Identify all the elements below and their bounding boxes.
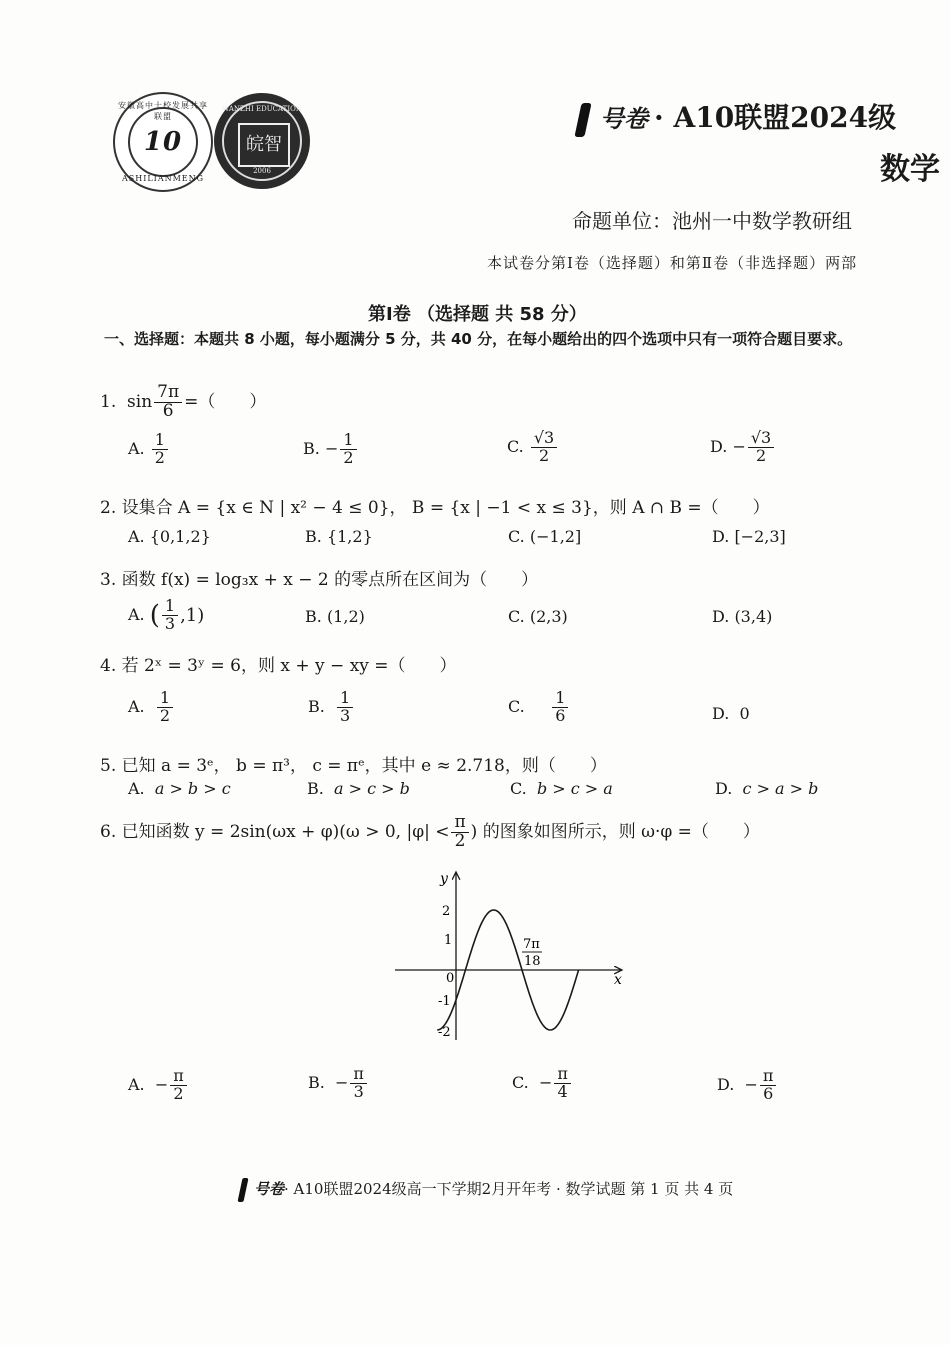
question-text: 若 2ˣ = 3ʸ = 6，则 x + y − xy =（ ） bbox=[121, 656, 457, 676]
option-label: C. bbox=[510, 779, 527, 798]
fraction-denominator: 2 bbox=[173, 1083, 184, 1103]
q2-option-a[interactable] bbox=[128, 527, 211, 546]
option-label: B. bbox=[308, 696, 325, 716]
logo1-bottom-text: ASHILIANMENG bbox=[121, 174, 205, 183]
fraction bbox=[451, 814, 468, 851]
q4-option-d[interactable] bbox=[712, 704, 750, 723]
question-text: 设集合 A = {x ∈ N | x² − 4 ≤ 0}， B = {x | −1 < x ≤ 3}，则 A ∩ B =（ ） bbox=[121, 498, 770, 518]
fraction-numerator: 1 bbox=[337, 690, 353, 708]
question-number: 1. bbox=[100, 391, 117, 412]
question-2 bbox=[100, 493, 770, 518]
option-label: C. bbox=[508, 696, 525, 716]
question-number: 5. bbox=[100, 756, 117, 776]
option-text: {0,1,2} bbox=[149, 527, 211, 546]
q3-option-d[interactable] bbox=[712, 607, 772, 626]
option-text: a > b > c bbox=[154, 779, 231, 798]
option-sign: − bbox=[744, 1074, 758, 1094]
option-label: D. bbox=[717, 1074, 735, 1094]
option-text: {1,2} bbox=[326, 527, 373, 546]
question-text: sin bbox=[127, 391, 153, 412]
fraction-numerator: √3 bbox=[531, 430, 557, 448]
option-label: D. bbox=[712, 527, 730, 546]
fraction-numerator: π bbox=[350, 1066, 367, 1084]
option-label: B. bbox=[303, 438, 320, 458]
fraction-denominator: 6 bbox=[763, 1083, 774, 1103]
option-text: ,1) bbox=[180, 604, 205, 626]
option-text: (3,4) bbox=[734, 607, 773, 626]
logo1-center-mark: 10 bbox=[143, 127, 183, 157]
q4-option-c[interactable] bbox=[508, 690, 570, 725]
author-unit: 命题单位：池州一中数学教研组 bbox=[572, 209, 852, 233]
question-number: 4. bbox=[100, 656, 117, 676]
fraction-denominator: 2 bbox=[154, 447, 165, 467]
section-instruction: 一、选择题：本题共 8 小题，每小题满分 5 分，共 40 分，在每小题给出的四个选项中只有一项符合题目要求。 bbox=[104, 330, 853, 348]
fraction-numerator: 1 bbox=[162, 598, 178, 616]
brand-mark-icon bbox=[237, 1178, 248, 1202]
q6-option-c[interactable] bbox=[512, 1066, 573, 1101]
q5-option-b[interactable] bbox=[307, 779, 410, 798]
q2-option-d[interactable] bbox=[712, 527, 786, 546]
sine-graph bbox=[390, 866, 630, 1046]
footer-text: · A10联盟2024级高一下学期2月开年考 · 数学试题 第 1 页 共 4 页 bbox=[284, 1180, 734, 1198]
option-text: (−1,2] bbox=[529, 527, 582, 546]
fraction-denominator: 2 bbox=[159, 705, 170, 725]
fraction-numerator: 1 bbox=[340, 432, 356, 450]
q4-option-b[interactable] bbox=[308, 690, 355, 725]
option-label: C. bbox=[507, 436, 524, 456]
fraction-numerator: π bbox=[760, 1068, 777, 1086]
brand-name: 号卷 bbox=[600, 105, 648, 133]
fraction-numerator: π bbox=[451, 814, 468, 833]
option-label: D. bbox=[715, 779, 733, 798]
fraction-numerator: √3 bbox=[748, 430, 774, 448]
option-text: [−2,3] bbox=[734, 527, 786, 546]
option-label: C. bbox=[508, 607, 525, 626]
question-text: ) 的图象如图所示，则 ω·φ =（ ） bbox=[470, 821, 760, 842]
q1-option-a[interactable] bbox=[128, 432, 170, 467]
subject-title: 数学 bbox=[880, 152, 940, 187]
question-text: 函数 f(x) = log₃x + x − 2 的零点所在区间为（ ） bbox=[121, 570, 539, 590]
question-1 bbox=[100, 384, 266, 421]
option-label: B. bbox=[308, 1072, 325, 1092]
page-footer bbox=[240, 1178, 733, 1202]
question-number: 2. bbox=[100, 498, 117, 518]
q1-option-c[interactable] bbox=[507, 430, 559, 465]
q1-option-d[interactable] bbox=[710, 430, 776, 465]
option-label: A. bbox=[128, 1074, 145, 1094]
logo2-top-text: WANZHI EDUCATION bbox=[222, 105, 302, 113]
fraction-denominator: 2 bbox=[343, 447, 354, 467]
banner-title: · A10联盟2024级 bbox=[654, 101, 897, 134]
fraction bbox=[337, 690, 353, 725]
fraction bbox=[748, 430, 774, 465]
option-text: a > c > b bbox=[334, 779, 410, 798]
fraction bbox=[760, 1068, 777, 1103]
question-number: 3. bbox=[100, 570, 117, 590]
option-label: A. bbox=[128, 604, 145, 624]
option-sign: − bbox=[324, 438, 339, 458]
fraction bbox=[531, 430, 557, 465]
brand-mark-icon bbox=[574, 103, 591, 137]
option-label: B. bbox=[305, 607, 322, 626]
option-label: A. bbox=[128, 527, 145, 546]
fraction bbox=[157, 690, 173, 725]
fraction bbox=[554, 1066, 571, 1101]
exam-banner bbox=[578, 96, 896, 137]
option-sign: − bbox=[335, 1072, 349, 1092]
q3-option-a[interactable] bbox=[128, 598, 204, 633]
q6-option-d[interactable] bbox=[717, 1068, 778, 1103]
alliance-logo bbox=[113, 92, 213, 192]
question-text: 已知函数 y = 2sin(ωx + φ)(ω > 0, |φ| < bbox=[121, 821, 450, 842]
fraction-denominator: 2 bbox=[538, 445, 550, 465]
option-label: D. bbox=[712, 607, 730, 626]
footer-brand: 号卷 bbox=[254, 1180, 285, 1198]
option-label: C. bbox=[508, 527, 525, 546]
q4-option-a[interactable] bbox=[128, 690, 175, 725]
q6-option-a[interactable] bbox=[128, 1068, 189, 1103]
option-label: B. bbox=[307, 779, 324, 798]
annotation-denominator: 18 bbox=[524, 954, 541, 969]
fraction bbox=[340, 432, 356, 467]
y-axis-label: y bbox=[440, 871, 448, 887]
fraction-numerator: π bbox=[170, 1068, 187, 1086]
y-tick-neg1: -1 bbox=[438, 994, 451, 1009]
q2-option-c[interactable] bbox=[508, 527, 581, 546]
option-text: b > c > a bbox=[536, 779, 613, 798]
y-tick-1: 1 bbox=[444, 933, 453, 948]
fraction bbox=[350, 1066, 367, 1101]
option-label: D. bbox=[712, 704, 730, 723]
fraction-denominator: 2 bbox=[454, 830, 466, 851]
q3-option-c[interactable] bbox=[508, 607, 568, 626]
q5-option-d[interactable] bbox=[715, 779, 818, 798]
fraction-denominator: 2 bbox=[755, 445, 767, 465]
y-tick-2: 2 bbox=[442, 904, 451, 919]
q5-option-c[interactable] bbox=[510, 779, 613, 798]
fraction-numerator: 1 bbox=[157, 690, 173, 708]
option-label: A. bbox=[128, 779, 145, 798]
option-label: B. bbox=[305, 527, 322, 546]
fraction-numerator: 7π bbox=[154, 384, 182, 403]
option-label: A. bbox=[128, 696, 145, 716]
option-label: D. bbox=[710, 436, 728, 456]
paper-note: 本试卷分第Ⅰ卷（选择题）和第Ⅱ卷（非选择题）两部 bbox=[487, 254, 858, 272]
fraction-denominator: 3 bbox=[340, 705, 351, 725]
logo2-year: 2006 bbox=[253, 167, 271, 175]
fraction-numerator: π bbox=[554, 1066, 571, 1084]
q2-option-b[interactable] bbox=[305, 527, 373, 546]
fraction bbox=[154, 384, 182, 421]
wanzhi-education-logo bbox=[214, 93, 310, 189]
x-axis-label: x bbox=[614, 972, 622, 988]
option-sign: − bbox=[538, 1072, 553, 1092]
fraction bbox=[170, 1068, 187, 1103]
fraction-denominator: 6 bbox=[555, 705, 566, 725]
fraction-denominator: 3 bbox=[353, 1081, 364, 1101]
option-label: A. bbox=[128, 438, 145, 458]
option-text: c > a > b bbox=[742, 779, 819, 798]
fraction-denominator: 3 bbox=[164, 613, 176, 633]
fraction-numerator: 1 bbox=[152, 432, 168, 450]
question-5 bbox=[100, 751, 607, 776]
fraction bbox=[152, 432, 168, 467]
q1-option-b[interactable] bbox=[303, 432, 359, 467]
fraction-denominator: 4 bbox=[557, 1081, 568, 1101]
logo2-center-text: 皖智 bbox=[238, 123, 290, 167]
option-text: (2,3) bbox=[529, 607, 568, 626]
option-sign: − bbox=[732, 436, 746, 456]
option-paren: ( bbox=[149, 600, 160, 631]
logo1-top-text: 安徽高中十校发展共享联盟 bbox=[118, 101, 208, 121]
origin-label: 0 bbox=[446, 971, 455, 986]
q5-option-a[interactable] bbox=[128, 779, 231, 798]
section-title: 第Ⅰ卷 （选择题 共 58 分） bbox=[368, 304, 587, 325]
q3-option-b[interactable] bbox=[305, 607, 365, 626]
question-text: 已知 a = 3ᵉ， b = π³， c = πᵉ，其中 e ≈ 2.718，则（ ） bbox=[121, 756, 607, 776]
option-sign: − bbox=[154, 1074, 169, 1094]
fraction bbox=[552, 690, 568, 725]
fraction-numerator: 1 bbox=[552, 690, 568, 708]
question-number: 6. bbox=[100, 821, 117, 842]
question-3 bbox=[100, 565, 538, 590]
annotation-numerator: 7π bbox=[523, 937, 540, 952]
y-tick-neg2: -2 bbox=[438, 1025, 451, 1040]
q6-option-b[interactable] bbox=[308, 1066, 369, 1101]
question-text: =（ ） bbox=[184, 391, 267, 412]
fraction bbox=[162, 598, 178, 633]
question-6 bbox=[100, 814, 760, 851]
option-label: C. bbox=[512, 1072, 529, 1092]
fraction-denominator: 6 bbox=[162, 400, 174, 421]
option-text: 0 bbox=[739, 704, 750, 723]
option-text: (1,2) bbox=[326, 607, 365, 626]
question-4 bbox=[100, 651, 457, 676]
